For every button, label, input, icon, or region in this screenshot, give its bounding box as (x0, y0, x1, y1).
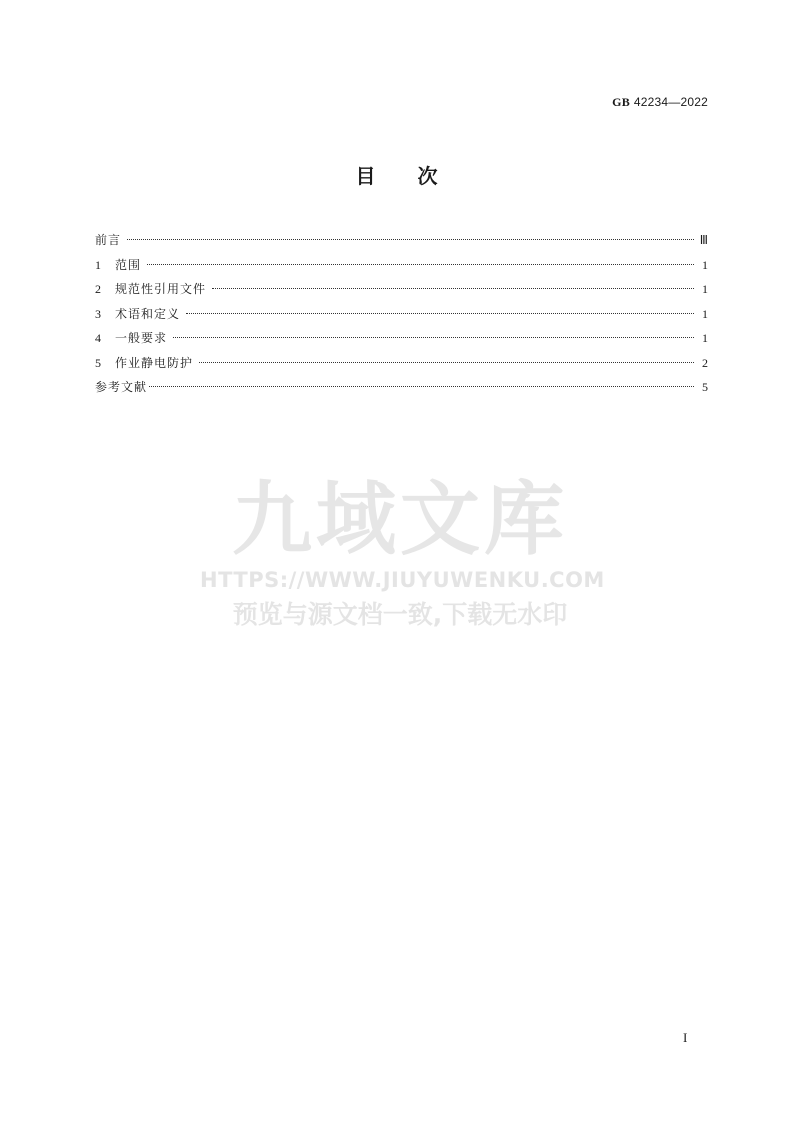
toc-leader-dots (199, 362, 694, 363)
toc-label: 前言 (95, 233, 122, 247)
standard-number: 42234—2022 (633, 95, 708, 109)
toc-section-number: 5 (95, 355, 101, 370)
toc-leader-dots (147, 264, 694, 265)
toc-entry-normative-references[interactable] (95, 277, 708, 302)
toc-section-number: 3 (95, 306, 101, 321)
toc-leader-dots (212, 288, 694, 289)
toc-leader-dots (186, 313, 694, 314)
toc-page-number: 1 (702, 331, 708, 345)
toc-entry-foreword[interactable] (95, 228, 708, 253)
toc-entry-scope[interactable] (95, 253, 708, 278)
toc-section-number: 4 (95, 331, 101, 345)
toc-label: 作业静电防护 (115, 355, 194, 370)
toc-leader-dots (127, 239, 694, 240)
toc-label: 规范性引用文件 (115, 282, 207, 296)
toc-leader-dots (149, 386, 694, 387)
toc-leader-dots (173, 337, 694, 338)
toc-page-number: 1 (702, 257, 708, 272)
toc-page-number: Ⅲ (699, 233, 708, 247)
toc-entry-electrostatic-protection[interactable] (95, 351, 708, 376)
toc-label: 范围 (115, 257, 142, 272)
toc-entry-bibliography[interactable] (95, 375, 708, 400)
title-char-2: 次 (417, 164, 438, 188)
toc-entry-terms-definitions[interactable] (95, 302, 708, 327)
toc-entry-general-requirements[interactable] (95, 326, 708, 351)
toc-page-number: 1 (702, 282, 708, 296)
toc-label: 参考文献 (95, 380, 148, 394)
toc-page-number: 2 (702, 355, 708, 370)
toc-page-number: 1 (702, 306, 708, 321)
toc-section-number: 1 (95, 257, 101, 272)
standard-prefix: GB (612, 95, 630, 109)
title-char-1: 目 (355, 164, 376, 188)
footer-page-number: I (683, 1030, 688, 1045)
toc-label: 术语和定义 (115, 306, 181, 321)
toc-page-number: 5 (702, 380, 708, 394)
table-of-contents (95, 228, 708, 400)
toc-label: 一般要求 (115, 331, 168, 345)
toc-section-number: 2 (95, 282, 101, 296)
watermark-url: HTTPS://WWW.JIUYUWENKU.COM (200, 568, 605, 592)
standard-code (612, 95, 708, 110)
watermark-slogan: 预览与源文档一致,下载无水印 (232, 600, 568, 629)
watermark-brand: 九域文库 (232, 473, 568, 566)
watermark (200, 473, 605, 635)
page-title (0, 160, 793, 189)
